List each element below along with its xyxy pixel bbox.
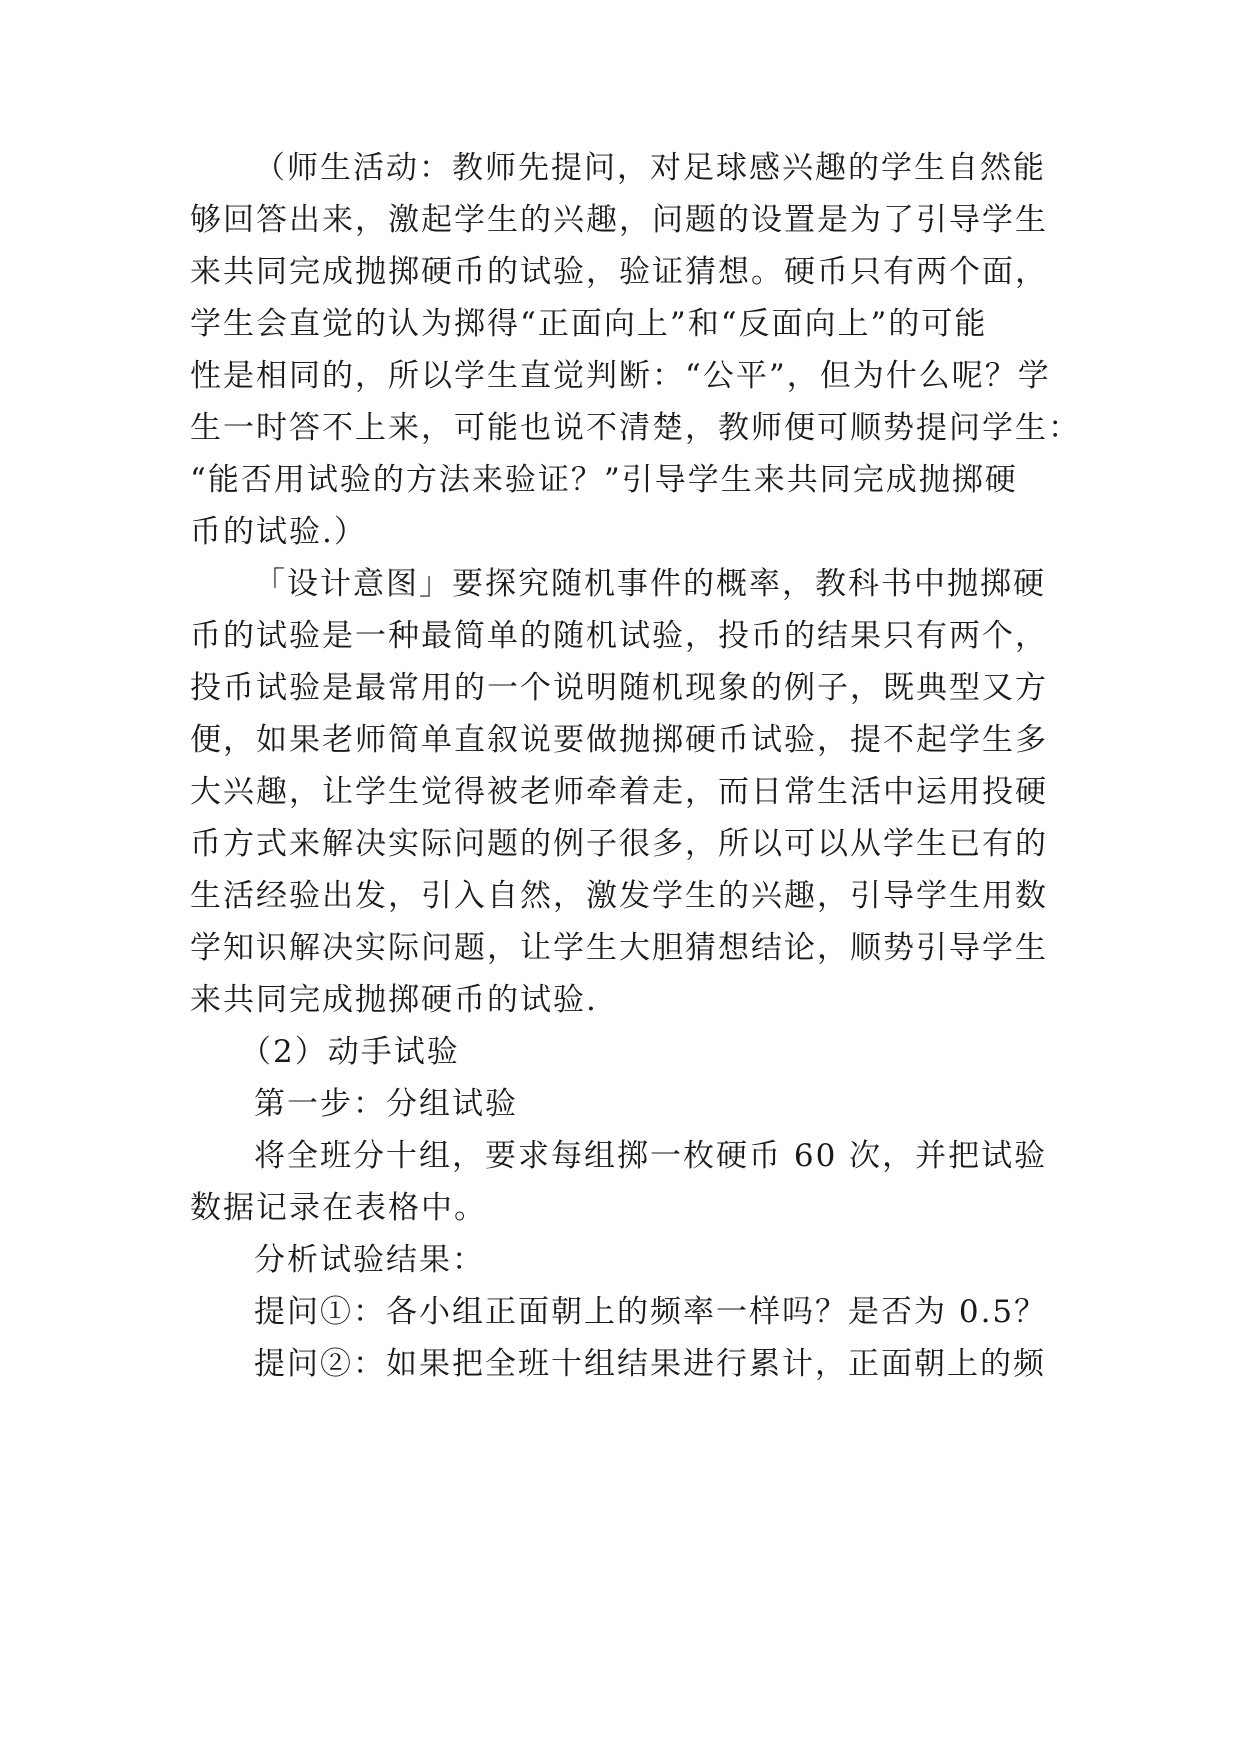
activity-line-7: “能否用试验的方法来验证？”引导学生来共同完成抛掷硬 <box>190 462 1018 498</box>
design-line-2: 币的试验是一种最简单的随机试验，投币的结果只有两个， <box>190 618 1048 654</box>
design-line-9: 来共同完成抛掷硬币的试验. <box>190 982 598 1018</box>
analysis-heading: 分析试验结果： <box>254 1242 485 1278</box>
design-line-7: 生活经验出发，引入自然，激发学生的兴趣，引导学生用数 <box>190 878 1048 914</box>
section-heading: （2）动手试验 <box>240 1034 460 1070</box>
activity-line-4: 学生会直觉的认为掷得“正面向上”和“反面向上”的可能 <box>190 306 988 342</box>
design-line-1: 「设计意图」要探究随机事件的概率，教科书中抛掷硬 <box>254 566 1046 602</box>
question-2: 提问②：如果把全班十组结果进行累计，正面朝上的频 <box>254 1346 1046 1382</box>
activity-line-6: 生一时答不上来，可能也说不清楚，教师便可顺势提问学生： <box>190 410 1081 446</box>
design-line-5: 大兴趣，让学生觉得被老师牵着走，而日常生活中运用投硬 <box>190 774 1048 810</box>
activity-line-8: 币的试验.） <box>190 514 367 550</box>
activity-line-1: （师生活动：教师先提问，对足球感兴趣的学生自然能 <box>254 150 1046 186</box>
step-heading: 第一步：分组试验 <box>254 1086 518 1122</box>
grouping-line-2: 数据记录在表格中。 <box>190 1190 487 1226</box>
design-line-8: 学知识解决实际问题，让学生大胆猜想结论，顺势引导学生 <box>190 930 1048 966</box>
activity-line-3: 来共同完成抛掷硬币的试验，验证猜想。硬币只有两个面， <box>190 254 1048 290</box>
design-line-4: 便，如果老师简单直叙说要做抛掷硬币试验，提不起学生多 <box>190 722 1048 758</box>
design-line-6: 币方式来解决实际问题的例子很多，所以可以从学生已有的 <box>190 826 1048 862</box>
activity-line-5: 性是相同的，所以学生直觉判断：“公平”，但为什么呢？学 <box>190 358 1051 394</box>
activity-line-2: 够回答出来，激起学生的兴趣，问题的设置是为了引导学生 <box>190 202 1048 238</box>
design-line-3: 投币试验是最常用的一个说明随机现象的例子，既典型又方 <box>190 670 1048 706</box>
question-1: 提问①：各小组正面朝上的频率一样吗？是否为 0.5？ <box>254 1294 1048 1330</box>
grouping-line-1: 将全班分十组，要求每组掷一枚硬币 60 次，并把试验 <box>254 1138 1048 1174</box>
